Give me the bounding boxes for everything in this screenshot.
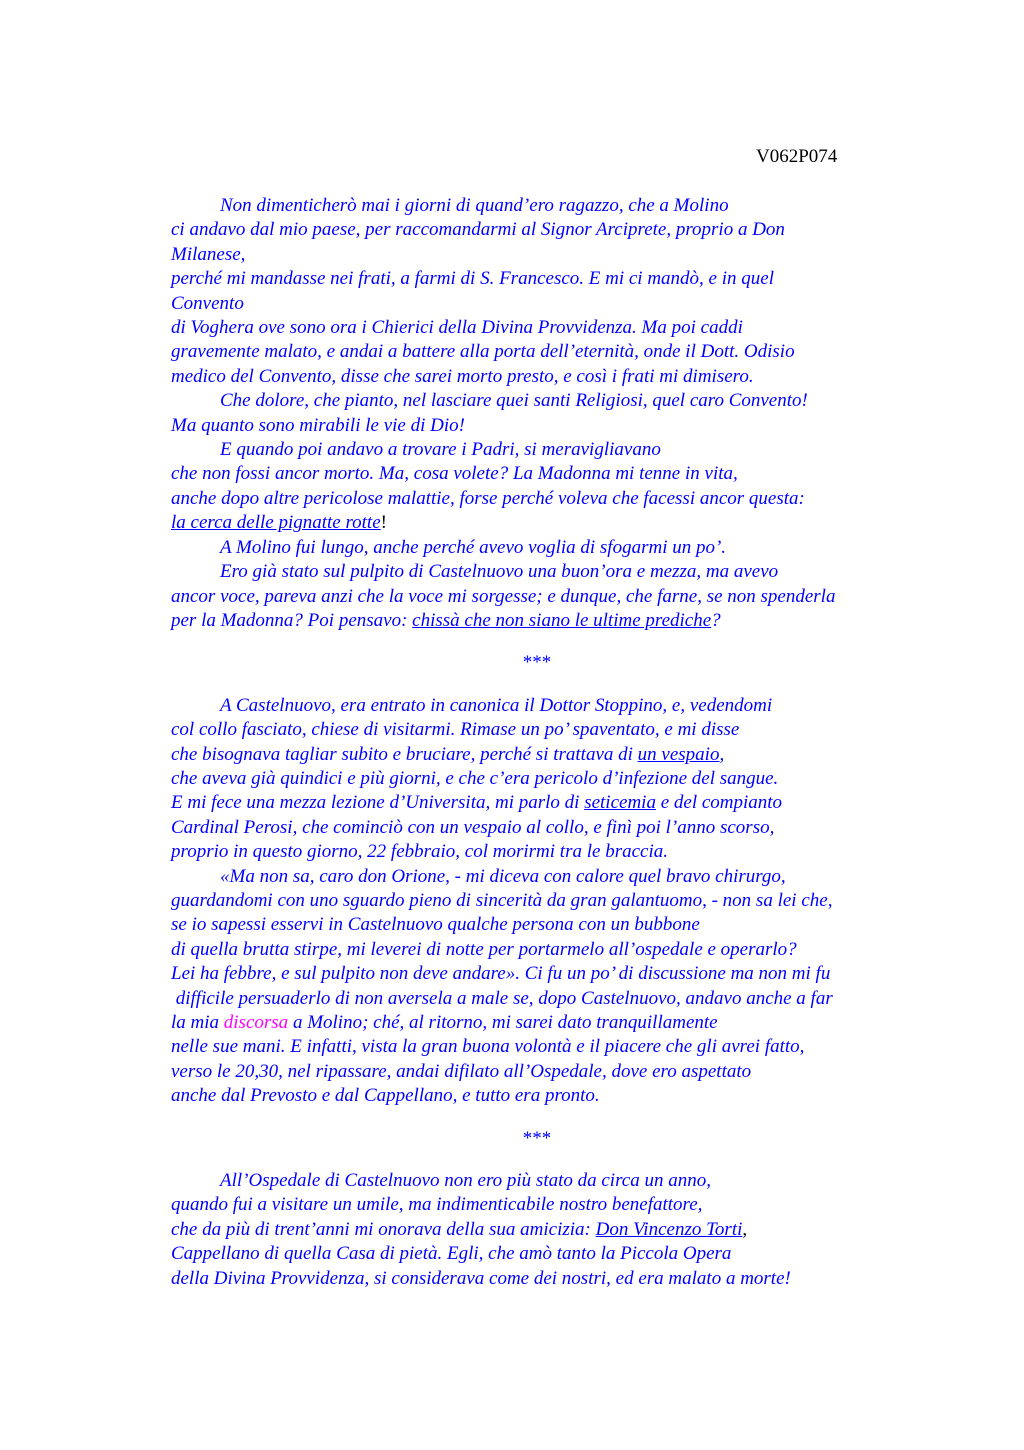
text-line: anche dal Prevosto e dal Cappellano, e tutto era pronto. [171,1085,600,1107]
text-line: Che dolore, che pianto, nel lasciare quei santi Religiosi, quel caro Convento! [220,390,808,412]
underlined-phrase: seticemia [584,792,656,814]
text-line: Cappellano di quella Casa di pietà. Egli, che amò tanto la Piccola Opera [171,1243,732,1265]
text-segment: che da più di trent’anni mi onorava della sua amicizia: [171,1218,596,1240]
underlined-name: Don Vincenzo Torti [595,1218,743,1240]
exclamation-mark: ! [380,512,387,534]
underlined-phrase: la cerca delle pignatte rotte [171,512,381,534]
text-line: Lei ha febbre, e sul pulpito non deve andare». Ci fu un po’ di discussione ma non mi fu [171,963,831,985]
text-line: guardandomi con uno sguardo pieno di sincerità da gran galantuomo, - non sa lei che, [171,889,833,911]
text-line: che non fossi ancor morto. Ma, cosa volete? La Madonna mi tenne in vita, [171,463,738,485]
text-line: Non dimenticherò mai i giorni di quand’ero ragazzo, che a Molino [220,195,729,216]
text-line: verso le 20,30, nel ripassare, andai difilato all’Ospedale, dove ero aspettato [171,1060,752,1082]
text-segment: la mia [171,1012,224,1033]
text-line: All’Ospedale di Castelnuovo non ero più stato da circa un anno, [220,1170,711,1192]
text-line: nelle sue mani. E infatti, vista la gran buona volontà e il piacere che gli avrei fatto, [171,1036,805,1058]
text-line: ci andavo dal mio paese, per raccomandarmi al Signor Arciprete, proprio a Don [171,219,785,241]
text-segment: , [719,743,725,765]
highlighted-word: discorsa [223,1012,289,1033]
text-line: se io sapessi esservi in Castelnuovo qualche persona con un bubbone [171,914,700,936]
text-line: di Voghera ove sono ora i Chierici della Divina Provvidenza. Ma poi caddi [171,317,743,339]
text-line [171,609,911,633]
text-segment: che bisognava tagliar subito e bruciare, perché si trattava di [171,743,638,765]
page-identifier: V062P074 [756,146,838,167]
text-line [171,1218,911,1242]
section-1 [171,194,911,633]
text-segment: E mi fece una mezza lezione d’Universita, mi parlo di [171,792,585,814]
text-line: Ero già stato sul pulpito di Castelnuovo una buon’ora e mezza, ma avevo [220,561,779,583]
text-line: proprio in questo giorno, 22 febbraio, col morirmi tra le braccia. [171,841,668,863]
document-body [171,194,911,1291]
text-line: medico del Convento, disse che sarei morto presto, e così i frati mi dimisero. [171,365,754,387]
text-line: Convento [171,292,244,314]
text-line: ancor voce, pareva anzi che la voce mi sorgesse; e dunque, che farne, se non spenderla [171,585,836,607]
text-line: anche dopo altre pericolose malattie, forse perché voleva che facessi ancor questa: [171,487,805,509]
text-line: E quando poi andavo a trovare i Padri, si meravigliavano [220,439,661,461]
text-segment: ? [711,609,721,631]
text-segment: , [742,1218,748,1240]
text-line: A Molino fui lungo, anche perché avevo voglia di sfogarmi un po’. [220,536,727,558]
text-line: che aveva già quindici e più giorni, e che c’era pericolo d’infezione del sangue. [171,767,779,789]
text-line: col collo fasciato, chiese di visitarmi. Rimase un po’ spaventato, e mi disse [171,719,740,741]
text-line [171,511,911,535]
text-line: gravemente malato, e andai a battere alla porta dell’eternità, onde il Dott. Odisio [171,341,795,363]
text-line: della Divina Provvidenza, si considerava come dei nostri, ed era malato a morte! [171,1267,791,1289]
text-line: «Ma non sa, caro don Orione, - mi diceva con calore quel bravo chirurgo, [220,865,786,887]
text-line: quando fui a visitare un umile, ma indimenticabile nostro benefattore, [171,1194,703,1216]
section-2 [171,694,911,1109]
section-3 [171,1169,911,1291]
underlined-phrase: un vespaio [637,743,720,765]
underlined-phrase: chissà che non siano le ultime prediche [412,609,712,631]
text-line: di quella brutta stirpe, mi leverei di notte per portarmelo all’ospedale e operarlo? [171,938,797,960]
text-line: difficile persuaderlo di non aversela a male se, dopo Castelnuovo, andavo anche a far [171,987,833,1009]
text-segment: e del compianto [655,792,783,814]
text-line [171,743,911,767]
text-line: Cardinal Perosi, che cominciò con un vespaio al collo, e finì poi l’anno scorso, [171,816,775,838]
text-line: Ma quanto sono mirabili le vie di Dio! [171,414,465,436]
text-line: Milanese, [171,243,246,265]
text-line [171,1011,911,1035]
text-segment: per la Madonna? Poi pensavo: [171,609,413,631]
text-line: perché mi mandasse nei frati, a farmi di S. Francesco. E mi ci mandò, e in quel [171,268,774,290]
text-segment: a Molino; ché, al ritorno, mi sarei dato tranquillamente [288,1012,718,1033]
section-separator: *** [522,652,552,674]
section-separator: *** [522,1127,552,1149]
text-line [171,791,911,815]
text-line: A Castelnuovo, era entrato in canonica il Dottor Stoppino, e, vedendomi [220,694,773,716]
